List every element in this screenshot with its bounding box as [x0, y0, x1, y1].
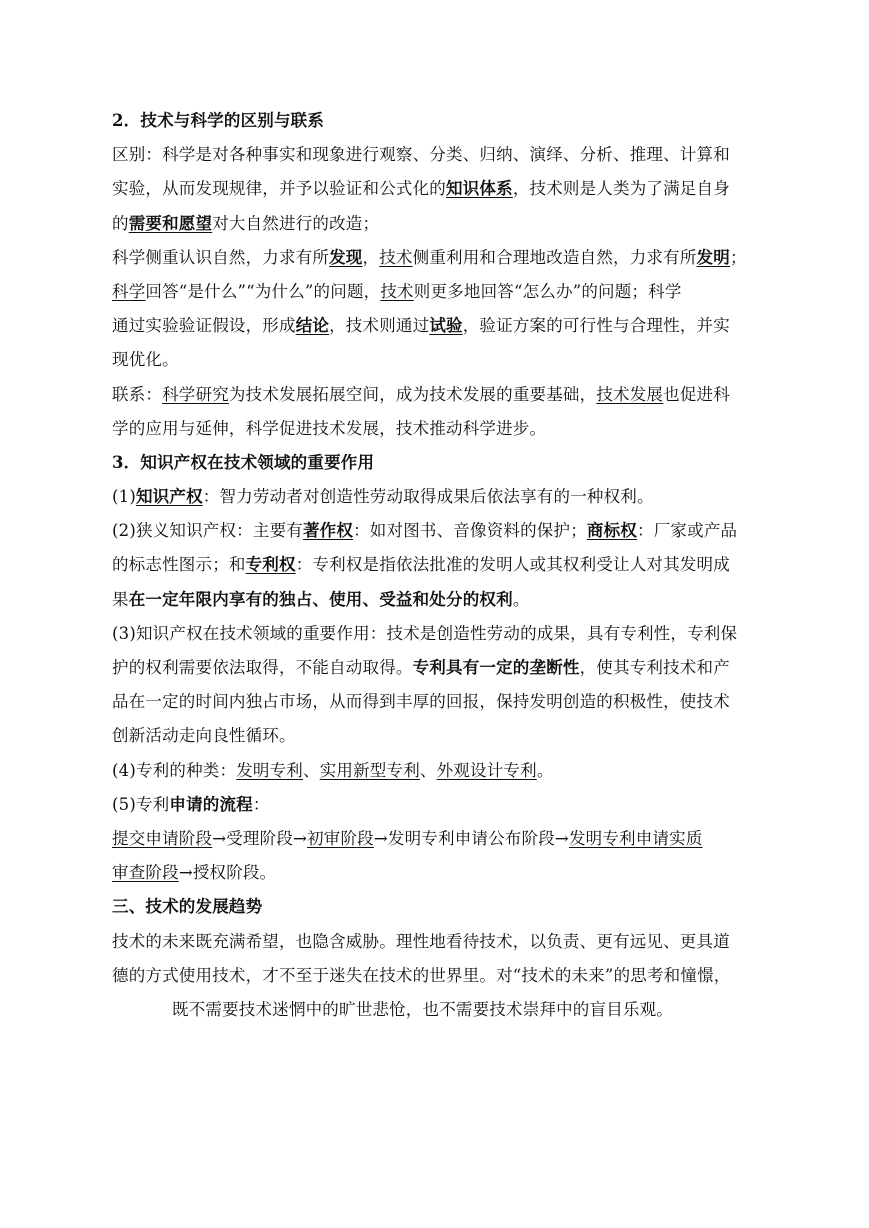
- paragraph-line: 的 需要和愿望 对大自然进行的改造；: [112, 207, 760, 241]
- key-term: 试验: [429, 316, 463, 336]
- key-term: 知识产权: [135, 487, 203, 507]
- section-heading: 2．技术与科学的区别与联系: [112, 111, 325, 130]
- key-phrase: 专利具有一定的垄断性: [412, 658, 580, 677]
- key-phrase: 在一定年限内享有的独占、使用、受益和处分的权利: [128, 589, 513, 609]
- paragraph-line: 实验，从而发现规律，并予以验证和公式化的 知识体系 ，技术则是人类为了满足自身: [112, 172, 760, 206]
- paragraph-line: 的标志性图示；和 专利权 ：专利权是指依法批准的发明人或其权利受让人对其发明成: [112, 548, 760, 582]
- paragraph-line: 科学 回答“是什么”“为什么”的问题， 技术 则更多地回答“怎么办”的问题；科学: [112, 275, 760, 309]
- paragraph-line: 审查阶段 →授权阶段。: [112, 856, 760, 890]
- key-term: 技术发展: [596, 384, 664, 404]
- paragraph-line: 现优化。: [112, 350, 179, 370]
- key-term: 发明: [696, 247, 730, 267]
- key-term: 初审阶段: [307, 828, 374, 848]
- paragraph-line: (1) 知识产权 ：智力劳动者对创造性劳动取得成果后依法享有的一种权利。: [112, 480, 760, 514]
- section-heading: 三、技术的发展趋势: [112, 897, 263, 917]
- key-phrase: 申请的流程: [169, 794, 253, 814]
- key-term: 需要和愿望: [128, 213, 213, 233]
- paragraph-line: 技术的未来既充满希望，也隐含威胁。理性地看待技术，以负责、更有远见、更具道: [112, 931, 730, 951]
- key-term: 审查阶段: [112, 863, 179, 883]
- key-term: 实用新型专利: [319, 760, 420, 780]
- paragraph-line: 提交申请阶段 →受理阶段→ 初审阶段 →发明专利申请公布阶段→ 发明专利申请实质: [112, 822, 760, 856]
- key-term: 著作权: [302, 521, 354, 541]
- paragraph-line: 既不需要技术迷惘中的旷世悲怆，也不需要技术崇拜中的盲目乐观。: [172, 999, 673, 1019]
- paragraph-line: (2)狭义知识产权：主要有 著作权 ：如对图书、音像资料的保护； 商标权 ：厂家或产品: [112, 514, 760, 548]
- key-term: 提交申请阶段: [112, 828, 213, 848]
- paragraph-line: 护的权利需要依法取得，不能自动取得。 专利具有一定的垄断性 ，使其专利技术和产: [112, 651, 760, 685]
- document-body: [112, 104, 760, 1027]
- section-heading: 3．知识产权在技术领域的重要作用: [112, 452, 375, 472]
- key-term: 发明专利: [236, 760, 303, 780]
- key-term: 专利权: [245, 555, 296, 575]
- paragraph-line: 品在一定的时间内独占市场，从而得到丰厚的回报，保持发明创造的积极性，使技术: [112, 692, 730, 712]
- key-term: 知识体系: [446, 179, 513, 199]
- key-term: 技术: [380, 281, 414, 301]
- paragraph-line: 通过实验验证假设，形成 结论 ，技术则通过 试验 ，验证方案的可行性与合理性，并实: [112, 309, 760, 343]
- paragraph-line: 区别：科学是对各种事实和现象进行观察、分类、归纳、演绎、分析、推理、计算和: [112, 145, 730, 165]
- paragraph-line: 科学侧重认识自然，力求有所 发现 ， 技术 侧重利用和合理地改造自然，力求有所 发明 ；: [112, 241, 760, 275]
- paragraph-line: (3)知识产权在技术领域的重要作用：技术是创造性劳动的成果，具有专利性，专利保: [112, 623, 738, 643]
- key-term: 技术: [379, 247, 413, 267]
- paragraph-line: 创新活动走向良性循环。: [112, 726, 296, 746]
- key-term: 发现: [329, 247, 363, 267]
- paragraph-line: (4)专利的种类： 发明专利 、 实用新型专利 、 外观设计专利 。: [112, 754, 760, 788]
- key-term: 外观设计专利: [436, 760, 537, 780]
- key-term: 科学研究: [162, 384, 229, 404]
- paragraph-line: 联系： 科学研究 为技术发展拓展空间，成为技术发展的重要基础， 技术发展 也促进科: [112, 378, 760, 412]
- paragraph-line: 果 在一定年限内享有的独占、使用、受益和处分的权利 。: [112, 583, 760, 617]
- key-term: 商标权: [586, 521, 638, 541]
- key-term: 发明专利申请实质: [568, 828, 703, 848]
- key-term: 科学: [112, 281, 146, 301]
- paragraph-line: (5)专利 申请的流程 ：: [112, 788, 760, 822]
- paragraph-line: 学的应用与延伸，科学促进技术发展，技术推动科学进步。: [112, 418, 547, 438]
- paragraph-line: 德的方式使用技术，才不至于迷失在技术的世界里。对“技术的未来”的思考和憧憬，: [112, 965, 731, 985]
- key-term: 结论: [295, 316, 330, 336]
